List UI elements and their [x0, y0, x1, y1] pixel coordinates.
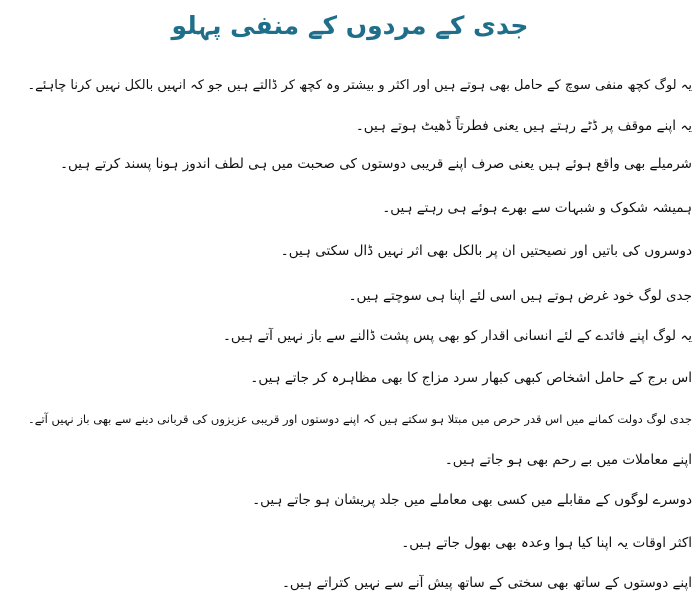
list-item: دوسروں کی باتیں اور نصیحتیں ان پر بالکل بھی اثر نہیں ڈال سکتی ہیں۔ — [280, 243, 692, 259]
list-item: اپنے معاملات میں بے رحم بھی ہو جاتے ہیں۔ — [444, 452, 692, 468]
list-item: ہمیشہ شکوک و شبہات سے بھرے ہوئے ہی رہتے ہیں۔ — [382, 200, 692, 216]
list-item: یہ لوگ کچھ منفی سوچ کے حامل بھی ہوتے ہیں اور اکثر و بیشتر وہ کچھ کر ڈالتے ہیں جو کہ انہیں بالکل نہیں کرنا چاہئے۔ — [27, 78, 692, 93]
list-item: دوسرے لوگوں کے مقابلے میں کسی بھی معاملے میں جلد پریشان ہو جاتے ہیں۔ — [252, 492, 692, 508]
list-item: اپنے دوستوں کے ساتھ بھی سختی کے ساتھ پیش آنے سے نہیں کتراتے ہیں۔ — [281, 575, 692, 591]
list-item: اکثر اوقات یہ اپنا کیا ہوا وعدہ بھی بھول جاتے ہیں۔ — [401, 535, 692, 551]
list-item: جدی لوگ دولت کمانے میں اس قدر حرص میں مبتلا ہو سکتے ہیں کہ اپنے دوستوں اور قریبی عزیزوں کی قربانی دینے سے بھی باز نہیں آتے۔ — [27, 412, 692, 426]
list-item: یہ اپنے موقف پر ڈٹے رہتے ہیں یعنی فطرتاً ڈھیٹ ہوتے ہیں۔ — [355, 118, 692, 134]
list-item: اس برج کے حامل اشخاص کبھی کبھار سرد مزاج کا بھی مظاہرہ کر جاتے ہیں۔ — [250, 370, 692, 386]
list-item: شرمیلے بھی واقع ہوئے ہیں یعنی صرف اپنے قریبی دوستوں کی صحبت میں ہی لطف اندوز ہونا پسند کرتے ہیں۔ — [60, 156, 692, 172]
list-item: یہ لوگ اپنے فائدے کے لئے انسانی اقدار کو بھی پس پشت ڈالنے سے باز نہیں آتے ہیں۔ — [222, 328, 692, 344]
page-title: جدی کے مردوں کے منفی پہلو — [171, 11, 529, 40]
list-item: جدی لوگ خود غرض ہوتے ہیں اسی لئے اپنا ہی سوچتے ہیں۔ — [348, 288, 692, 304]
